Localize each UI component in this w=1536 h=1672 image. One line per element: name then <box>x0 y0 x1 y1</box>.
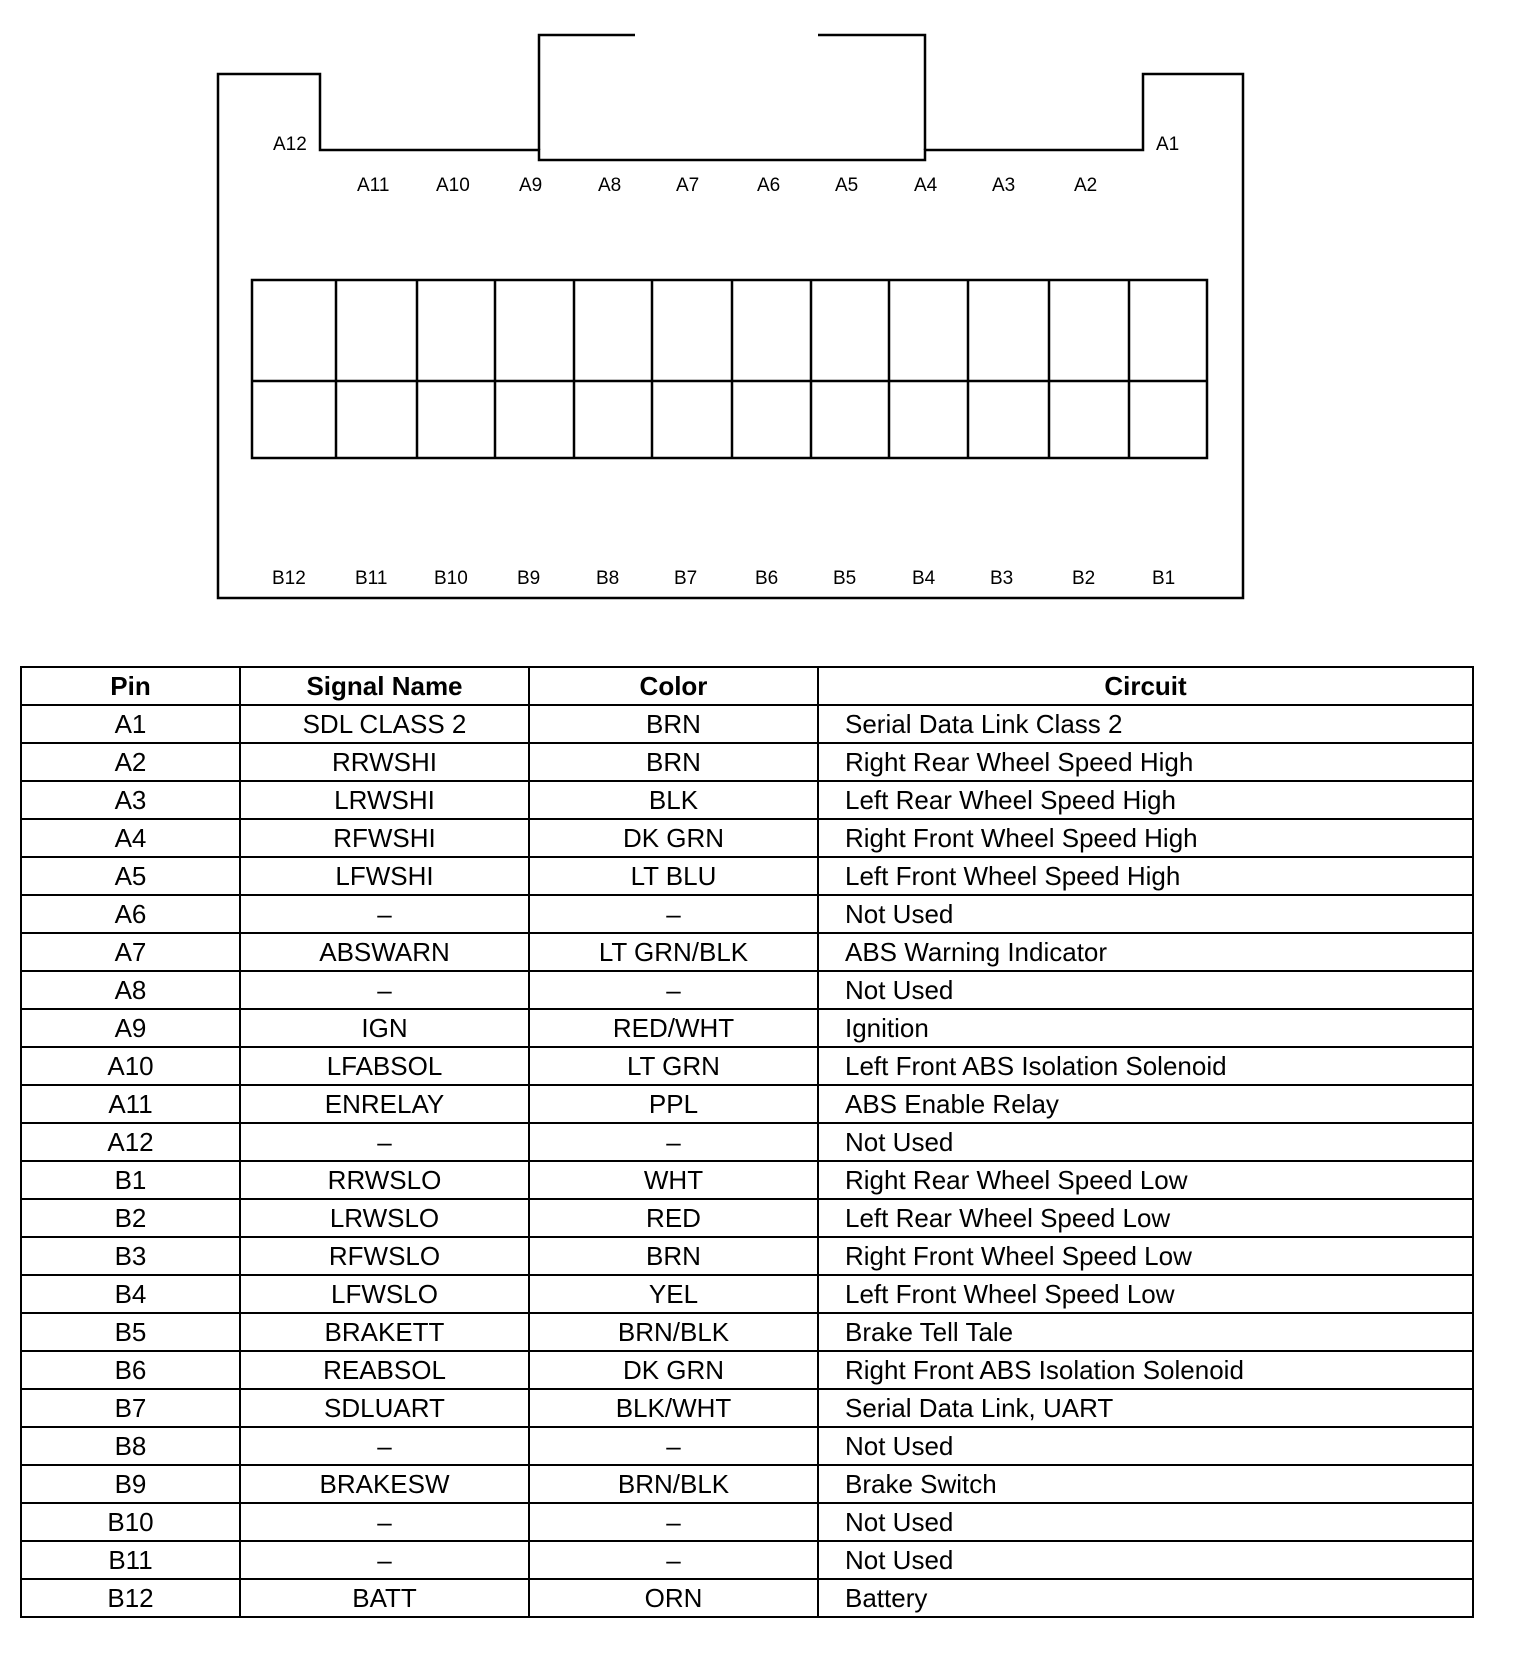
cavity-grid <box>252 280 1207 458</box>
cell-signal-name: LRWSHI <box>240 781 529 819</box>
pin-label-a4: A4 <box>914 175 938 196</box>
cell-color: – <box>529 1541 818 1579</box>
cell-signal-name: LRWSLO <box>240 1199 529 1237</box>
cell-circuit: Left Front ABS Isolation Solenoid <box>818 1047 1473 1085</box>
pin-label-b12: B12 <box>272 568 306 589</box>
header-pin: Pin <box>21 667 240 705</box>
table-row <box>21 1579 1473 1617</box>
cell-signal-name: RFWSLO <box>240 1237 529 1275</box>
connector-latch <box>539 35 925 150</box>
table-row <box>21 1389 1473 1427</box>
cell-circuit: Not Used <box>818 1503 1473 1541</box>
cell-color: YEL <box>529 1275 818 1313</box>
pin-label-a3: A3 <box>992 175 1016 196</box>
cell-color: RED <box>529 1199 818 1237</box>
cell-signal-name: RRWSHI <box>240 743 529 781</box>
table-row <box>21 819 1473 857</box>
table-row <box>21 1465 1473 1503</box>
pin-label-b1: B1 <box>1152 568 1176 589</box>
cell-color: – <box>529 1123 818 1161</box>
cell-circuit: Right Front Wheel Speed Low <box>818 1237 1473 1275</box>
table-row <box>21 1351 1473 1389</box>
cell-color: BRN <box>529 705 818 743</box>
cell-signal-name: LFWSHI <box>240 857 529 895</box>
cell-color: DK GRN <box>529 1351 818 1389</box>
cell-circuit: Serial Data Link, UART <box>818 1389 1473 1427</box>
pin-label-b11: B11 <box>355 568 388 589</box>
cell-color: BRN/BLK <box>529 1313 818 1351</box>
cell-circuit: Not Used <box>818 1123 1473 1161</box>
cell-signal-name: BRAKESW <box>240 1465 529 1503</box>
cell-circuit: ABS Warning Indicator <box>818 933 1473 971</box>
pin-label-a6: A6 <box>757 175 781 196</box>
cell-pin: B10 <box>21 1503 240 1541</box>
pinout-body <box>21 705 1473 1617</box>
cell-pin: A3 <box>21 781 240 819</box>
cell-circuit: Brake Switch <box>818 1465 1473 1503</box>
cell-pin: A6 <box>21 895 240 933</box>
table-row <box>21 857 1473 895</box>
pin-label-b6: B6 <box>755 568 779 589</box>
cell-signal-name: RRWSLO <box>240 1161 529 1199</box>
table-row <box>21 1047 1473 1085</box>
cell-circuit: Left Front Wheel Speed Low <box>818 1275 1473 1313</box>
cell-signal-name: – <box>240 1427 529 1465</box>
table-row <box>21 971 1473 1009</box>
cell-color: DK GRN <box>529 819 818 857</box>
cell-pin: A1 <box>21 705 240 743</box>
table-row <box>21 1237 1473 1275</box>
cell-signal-name: – <box>240 1503 529 1541</box>
cell-pin: A11 <box>21 1085 240 1123</box>
pin-label-a9: A9 <box>519 175 543 196</box>
table-row <box>21 1503 1473 1541</box>
top-pin-labels <box>273 134 1179 196</box>
pin-label-b8: B8 <box>596 568 620 589</box>
cell-pin: A5 <box>21 857 240 895</box>
cell-pin: B6 <box>21 1351 240 1389</box>
cell-pin: B8 <box>21 1427 240 1465</box>
cell-signal-name: SDLUART <box>240 1389 529 1427</box>
cell-pin: A12 <box>21 1123 240 1161</box>
cell-color: BRN/BLK <box>529 1465 818 1503</box>
cell-signal-name: LFABSOL <box>240 1047 529 1085</box>
cell-circuit: Not Used <box>818 895 1473 933</box>
cell-pin: B9 <box>21 1465 240 1503</box>
cell-signal-name: SDL CLASS 2 <box>240 705 529 743</box>
pin-label-b7: B7 <box>674 568 698 589</box>
cell-pin: A4 <box>21 819 240 857</box>
cell-color: LT GRN/BLK <box>529 933 818 971</box>
table-row <box>21 1161 1473 1199</box>
table-row <box>21 705 1473 743</box>
cell-signal-name: RFWSHI <box>240 819 529 857</box>
header-color: Color <box>529 667 818 705</box>
pin-label-b4: B4 <box>912 568 936 589</box>
cell-circuit: Serial Data Link Class 2 <box>818 705 1473 743</box>
cell-pin: B2 <box>21 1199 240 1237</box>
cell-color: – <box>529 895 818 933</box>
cell-pin: B1 <box>21 1161 240 1199</box>
header-circuit: Circuit <box>818 667 1473 705</box>
cell-pin: B4 <box>21 1275 240 1313</box>
connector-diagram <box>0 0 1536 640</box>
cell-circuit: Left Front Wheel Speed High <box>818 857 1473 895</box>
table-row <box>21 1085 1473 1123</box>
cell-pin: B7 <box>21 1389 240 1427</box>
cell-signal-name: IGN <box>240 1009 529 1047</box>
cell-color: – <box>529 1503 818 1541</box>
table-row <box>21 1427 1473 1465</box>
table-row <box>21 933 1473 971</box>
cell-color: – <box>529 1427 818 1465</box>
table-row <box>21 1199 1473 1237</box>
pin-label-a10: A10 <box>436 175 470 196</box>
table-row <box>21 1313 1473 1351</box>
cell-color: PPL <box>529 1085 818 1123</box>
cell-signal-name: ENRELAY <box>240 1085 529 1123</box>
cell-pin: A7 <box>21 933 240 971</box>
table-row <box>21 1123 1473 1161</box>
cell-circuit: Ignition <box>818 1009 1473 1047</box>
cell-color: BLK/WHT <box>529 1389 818 1427</box>
cell-signal-name: – <box>240 971 529 1009</box>
table-row <box>21 1275 1473 1313</box>
cell-color: – <box>529 971 818 1009</box>
cell-pin: B5 <box>21 1313 240 1351</box>
pin-label-a7: A7 <box>676 175 700 196</box>
pin-label-a2: A2 <box>1074 175 1098 196</box>
cell-pin: B3 <box>21 1237 240 1275</box>
connector-outline <box>218 74 1243 598</box>
cell-pin: B12 <box>21 1579 240 1617</box>
table-row <box>21 743 1473 781</box>
cell-circuit: Right Front ABS Isolation Solenoid <box>818 1351 1473 1389</box>
pinout-table <box>20 666 1474 1618</box>
pin-label-b2: B2 <box>1072 568 1096 589</box>
cell-color: BLK <box>529 781 818 819</box>
cell-pin: A9 <box>21 1009 240 1047</box>
cell-circuit: Left Rear Wheel Speed Low <box>818 1199 1473 1237</box>
pin-label-a12: A12 <box>273 134 307 155</box>
cell-circuit: Battery <box>818 1579 1473 1617</box>
cell-color: BRN <box>529 743 818 781</box>
cell-signal-name: BRAKETT <box>240 1313 529 1351</box>
cell-color: LT GRN <box>529 1047 818 1085</box>
pin-label-a5: A5 <box>835 175 859 196</box>
cell-circuit: ABS Enable Relay <box>818 1085 1473 1123</box>
cell-signal-name: – <box>240 895 529 933</box>
table-row <box>21 781 1473 819</box>
cell-signal-name: ABSWARN <box>240 933 529 971</box>
cell-circuit: Right Rear Wheel Speed High <box>818 743 1473 781</box>
cell-color: ORN <box>529 1579 818 1617</box>
cell-signal-name: – <box>240 1123 529 1161</box>
cell-pin: A8 <box>21 971 240 1009</box>
table-row <box>21 895 1473 933</box>
cell-circuit: Brake Tell Tale <box>818 1313 1473 1351</box>
pin-label-b9: B9 <box>517 568 541 589</box>
cell-signal-name: BATT <box>240 1579 529 1617</box>
cell-color: WHT <box>529 1161 818 1199</box>
pin-label-a11: A11 <box>357 175 390 196</box>
cell-pin: A2 <box>21 743 240 781</box>
pin-label-a1: A1 <box>1156 134 1180 155</box>
cell-pin: B11 <box>21 1541 240 1579</box>
cell-color: RED/WHT <box>529 1009 818 1047</box>
pin-label-b10: B10 <box>434 568 468 589</box>
cell-signal-name: LFWSLO <box>240 1275 529 1313</box>
cell-signal-name: – <box>240 1541 529 1579</box>
table-header-row <box>21 667 1473 705</box>
pin-label-b3: B3 <box>990 568 1014 589</box>
cell-circuit: Right Front Wheel Speed High <box>818 819 1473 857</box>
cell-circuit: Right Rear Wheel Speed Low <box>818 1161 1473 1199</box>
cell-circuit: Not Used <box>818 1427 1473 1465</box>
cell-circuit: Not Used <box>818 971 1473 1009</box>
cell-pin: A10 <box>21 1047 240 1085</box>
header-signal-name: Signal Name <box>240 667 529 705</box>
cell-color: BRN <box>529 1237 818 1275</box>
cell-color: LT BLU <box>529 857 818 895</box>
bottom-pin-labels <box>272 568 1175 589</box>
pin-label-a8: A8 <box>598 175 622 196</box>
cell-circuit: Not Used <box>818 1541 1473 1579</box>
table-row <box>21 1009 1473 1047</box>
table-row <box>21 1541 1473 1579</box>
cell-circuit: Left Rear Wheel Speed High <box>818 781 1473 819</box>
cell-signal-name: REABSOL <box>240 1351 529 1389</box>
pin-label-b5: B5 <box>833 568 857 589</box>
